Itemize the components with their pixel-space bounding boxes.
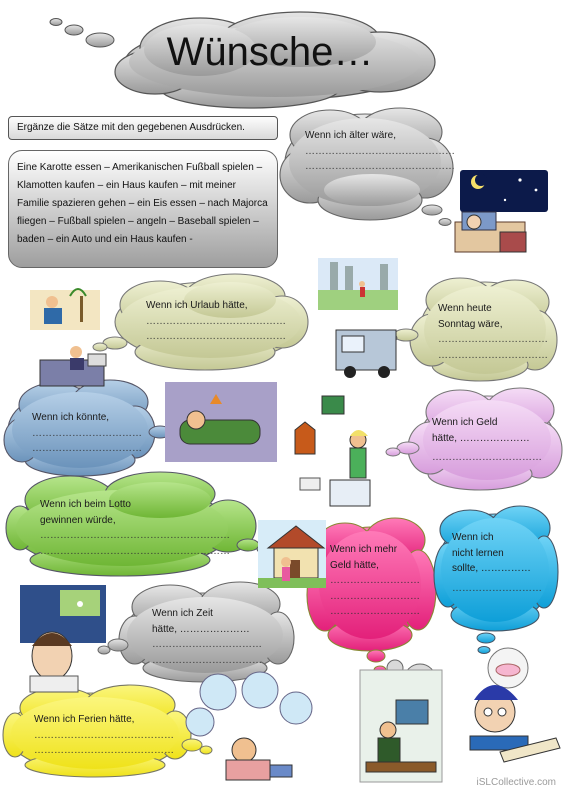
prompt-zeit-text-1: Wenn ich Zeit [152,608,213,619]
answer-line[interactable]: ……………………… [452,582,542,594]
prompt-geld [432,415,542,466]
answer-line[interactable]: ……………………………………… [305,161,455,172]
prompt-zeit [152,606,272,668]
answer-line[interactable]: ……………………… [330,575,420,586]
answer-line[interactable]: ……………………… [330,590,420,602]
answer-line[interactable]: …………………………… [432,452,542,463]
answer-line[interactable]: ……………………………………… [305,145,455,157]
prompt-lernen-text-1: Wenn ich [452,532,494,543]
prompt-lernen-text-2: nicht lernen [452,547,504,559]
prompt-sonntag-text-1: Wenn heute [438,303,492,314]
prompt-geld-text-1: Wenn ich Geld [432,417,498,428]
prompt-urlaub-text: Wenn ich Urlaub hätte, [146,300,248,311]
answer-line[interactable]: ……………………… [330,606,420,617]
footer-watermark: iSLCollective.com [476,777,556,788]
answer-line[interactable]: …………………………… [438,334,548,345]
prompt-mehrgeld-text-2: Geld hätte, [330,559,379,571]
sleeping-on-sofa-illustration [165,382,277,462]
answer-line[interactable]: …………………………… [152,654,262,666]
answer-line[interactable]: …………………………… [152,639,262,650]
answer-line[interactable]: …………………………… [438,349,548,361]
answer-line[interactable]: …………………………………… [34,729,174,741]
prompt-ferien-text: Wenn ich Ferien hätte, [34,714,135,725]
prompt-sonntag [438,301,548,363]
park-and-truck-illustration [318,258,398,378]
prompt-koennte [32,410,142,457]
answer-line[interactable]: …………………………… [32,443,142,454]
prompt-mehrgeld [330,542,420,620]
prompt-geld-text-2[interactable]: hätte, ………………… [432,432,530,444]
prompt-sonntag-text-2: Sonntag wäre, [438,318,503,330]
prompt-lernen [452,530,542,596]
prompt-lotto-text-1: Wenn ich beim Lotto [40,499,131,510]
house-illustration [258,520,326,588]
boy-with-cake-thought-illustration [470,648,560,762]
instruction-box: Ergänze die Sätze mit den gegebenen Ausdrücken. [8,116,278,140]
dreaming-house-car-illustration [360,660,442,782]
prompt-lotto [40,497,230,559]
answer-line[interactable]: …………………………………… [34,745,174,756]
answer-line[interactable]: …………………………………… [146,331,286,342]
sleeping-child-illustration [455,170,548,252]
dreaming-child-illustration [186,672,312,780]
answer-line[interactable]: …………………………………… [146,315,286,327]
page-title: Wünsche… [166,30,374,74]
vacation-office-illustration [30,289,106,386]
prompt-aelter [305,128,455,175]
word-bank-box: Eine Karotte essen – Amerikanischen Fußball spielen – Klamotten kaufen – ein Haus kaufen – mit meiner Familie spazieren gehen – ein Eis essen – nach Majorca fliegen – Fußball spielen – angeln – Baseball spielen – baden – ein Auto und ein Haus kaufen - [8,150,278,268]
prompt-mehrgeld-text-1: Wenn ich mehr [330,544,398,555]
prompt-koennte-text: Wenn ich könnte, [32,412,110,423]
prompt-urlaub [146,298,286,345]
answer-line[interactable]: ………………………………………………… [40,545,230,557]
prompt-aelter-text: Wenn ich älter wäre, [305,130,396,141]
clothes-shopping-illustration [295,396,370,506]
prompt-lotto-text-2: gewinnen würde, [40,514,116,526]
prompt-zeit-text-2[interactable]: hätte, ………………… [152,623,250,635]
answer-line[interactable]: ………………………………………………… [40,530,230,541]
prompt-ferien [34,712,174,759]
answer-line[interactable]: …………………………… [32,427,142,439]
boy-thinking-illustration [20,585,106,692]
prompt-lernen-text-3[interactable]: sollte, …………… [452,563,531,574]
